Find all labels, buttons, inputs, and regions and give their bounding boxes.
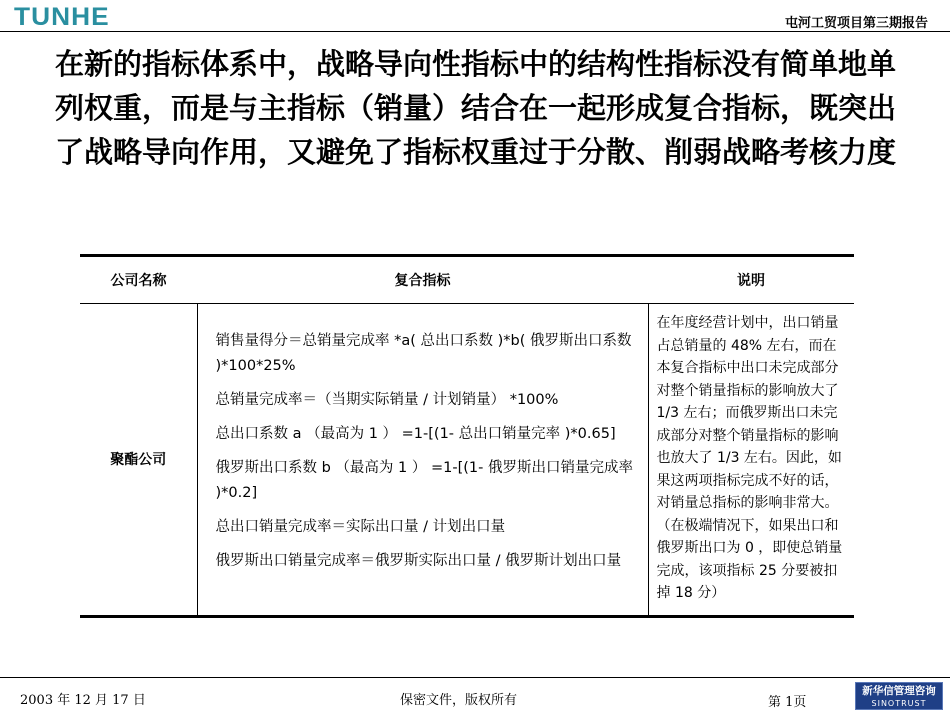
table-row xyxy=(80,304,854,617)
report-title: 屯河工贸项目第三期报告 xyxy=(784,16,928,31)
description-cell: 在年度经营计划中，出口销量占总销量的 48% 左右，而在本复合指标中出口未完成部分对整个销量指标的影响放大了 1/3 左右；而俄罗斯出口未完成部分对整个销量指标的影响也放大了 1/3 左右。因此，如果这两项指标完成不好的话，对销量总指标的影响非常大。（在极端情况下，如果出口和俄罗斯出口为 0 ，即使总销量完成，该项指标 25 分要被扣掉 18 分） xyxy=(648,304,854,617)
formula-line: 总销量完成率＝（当期实际销量 / 计划销量） *100% xyxy=(215,392,559,409)
formula-line: 总出口系数 a （最高为 1 ） =1-[(1- 总出口销量完率 )*0.65] xyxy=(215,426,616,443)
tunhe-logo: TUNHE xyxy=(14,3,110,31)
brand-name-cn: 新华信管理咨询 xyxy=(862,685,936,697)
confidentiality-notice: 保密文件，版权所有 xyxy=(400,693,518,708)
slide-headline: 在新的指标体系中，战略导向性指标中的结构性指标没有简单地单列权重，而是与主指标（销量）结合在一起形成复合指标，既突出了战略导向作用，又避免了指标权重过于分散、削弱战略考核力度 xyxy=(55,47,897,169)
table-header-row xyxy=(80,256,854,304)
formula-line: 销售量得分＝总销量完成率 *a( 总出口系数 )*b( 俄罗斯出口系数 )*100*25% xyxy=(215,333,632,375)
brand-name-en: SINOTRUST xyxy=(871,699,927,708)
composite-indicator-cell xyxy=(197,304,648,617)
formula-line: 总出口销量完成率＝实际出口量 / 计划出口量 xyxy=(215,519,506,536)
page-number: 第 1页 xyxy=(768,695,807,710)
footer-divider xyxy=(0,677,950,678)
header-divider xyxy=(0,31,950,32)
sinotrust-logo xyxy=(855,682,943,710)
footer-date: 2003 年 12 月 17 日 xyxy=(20,693,146,708)
column-header-company: 公司名称 xyxy=(80,256,197,304)
column-header-composite-indicator: 复合指标 xyxy=(197,256,648,304)
formula-line: 俄罗斯出口系数 b （最高为 1 ） =1-[(1- 俄罗斯出口销量完成率 )*0.2] xyxy=(215,460,633,502)
composite-indicator-table xyxy=(80,254,854,618)
formula-line: 俄罗斯出口销量完成率＝俄罗斯实际出口量 / 俄罗斯计划出口量 xyxy=(215,553,622,570)
company-name-cell: 聚酯公司 xyxy=(80,304,197,617)
column-header-description: 说明 xyxy=(648,256,854,304)
